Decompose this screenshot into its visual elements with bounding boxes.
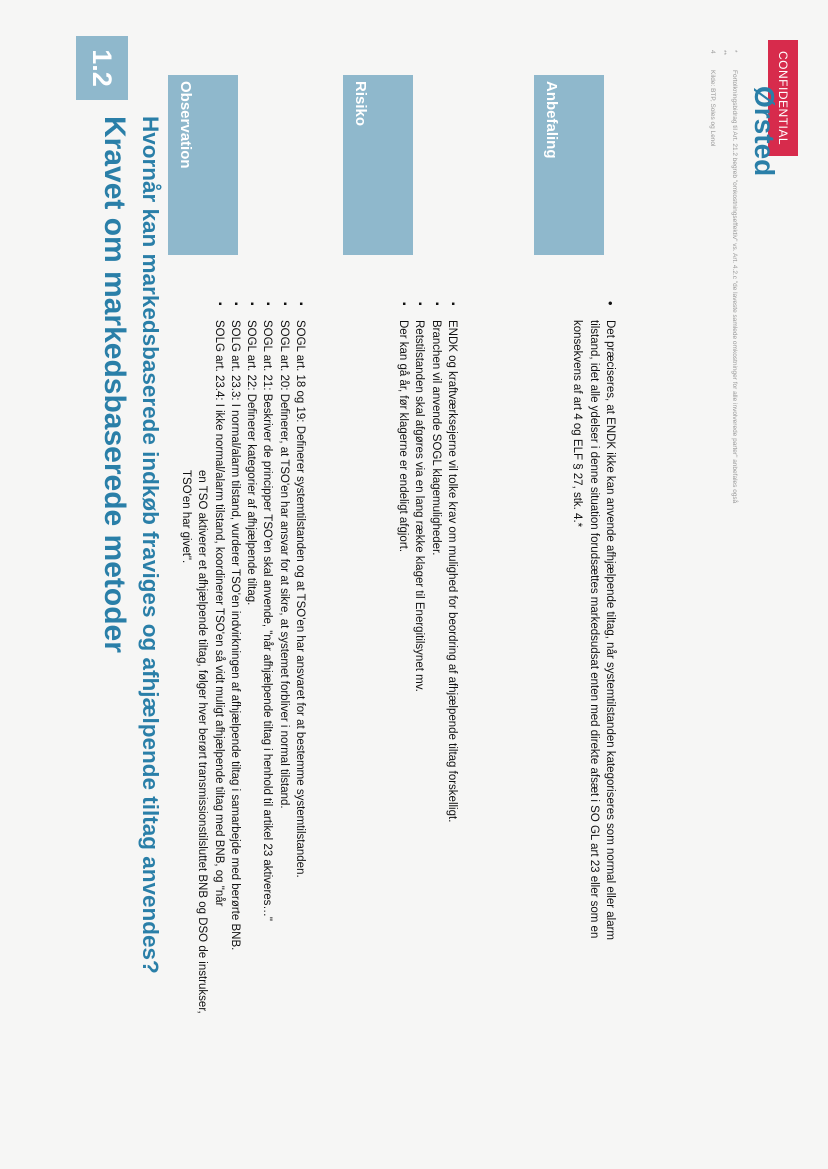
list-item: ▪ Der kan gå år, før klagerne er endeligt afgjort.	[395, 300, 411, 1160]
list-item: ▪ SOGL art. 20: Definerer, at TSO'en har ansvar for at sikre, at systemet forbliver i normal tilstand.	[275, 300, 291, 1160]
list-item: ▪ SOLG art. 23.4: I ikke normal/alarm tilstand, koordinerer TSO'en så vidt muligt afhjælpende tiltag med BNB, og "når en TSO aktiverer et afhjælpende tiltag, følger hver berørt transmissionstilsluttet BNB og DSO de instrukser, TSO'en har givet".	[178, 300, 227, 1160]
footnote: * Fortolkningsbidrag til Art. 21.2 begreb "omkostningseffektiv" vs. Art. 4.2.c "de laveste samlede omkostninger for alle involverede parter" anbefales også	[731, 50, 738, 504]
list-item: ▪ SOGL art. 21: Beskriver de principper TSO'en skal anvende, "når afhjælpende tiltag i henhold til artikel 23 aktiveres…"	[259, 300, 275, 1160]
observation-bullets	[178, 300, 308, 1160]
orsted-logo: Ørsted	[749, 86, 780, 177]
footnotes	[707, 50, 740, 870]
list-item: ▪ Retstilstanden skal afgøres via en lang række klager til Energitilsynet mv.	[411, 300, 427, 1160]
list-item: ▪ SOLG art. 23.3: I normal/alarm tilstand, vurderer TSO'en indvirkningen af afhjælpende tiltag i samarbejde med berørte BNB.	[227, 300, 243, 1160]
section-label-risiko: Risiko	[343, 75, 413, 255]
footnote: 4 Kilde: BTP, Soles og Lenol	[709, 50, 716, 147]
list-item: ▪ ENDK og kraftværksejerne vil tolke krav om mulighed for beordring af afhjælpende tiltag forskelligt.	[444, 300, 460, 1160]
page-title: Kravet om markedsbaserede metoder	[98, 116, 131, 653]
page-subtitle: Hvornår kan markedsbaserede indkøb fraviges og afhjælpende tiltag anvendes?	[138, 116, 163, 974]
anbefaling-bullets	[569, 300, 618, 1160]
list-item: ▪ Branchen vil anvende SOGL klagemuligheder.	[427, 300, 443, 1160]
list-item: • Det præciseres, at ENDK ikke kan anvende afhjælpende tiltag, når systemtilstanden kategoriseres som normal eller alarm tilstand, idet alle ydelser i denne situation forudsættes markedsudsat enten med direkte afsæt i SO GL art 23 eller som en konsekvens af art 4 og ELF § 27, stk. 4.*	[569, 300, 618, 1160]
confidential-badge: CONFIDENTIAL	[768, 40, 798, 156]
section-label-anbefaling: Anbefaling	[534, 75, 604, 255]
footnote: **	[720, 50, 727, 56]
risiko-bullets	[395, 300, 460, 1160]
section-number-badge: 1.2	[76, 36, 128, 100]
section-label-observation: Observation	[168, 75, 238, 255]
list-item: ▪ SOGL art. 18 og 19: Definerer systemtilstanden og at TSO'en har ansvaret for at bestemme systemtilstanden.	[292, 300, 308, 1160]
list-item: ▪ SOGL art. 22: Definerer kategorier af afhjælpende tiltag.	[243, 300, 259, 1160]
